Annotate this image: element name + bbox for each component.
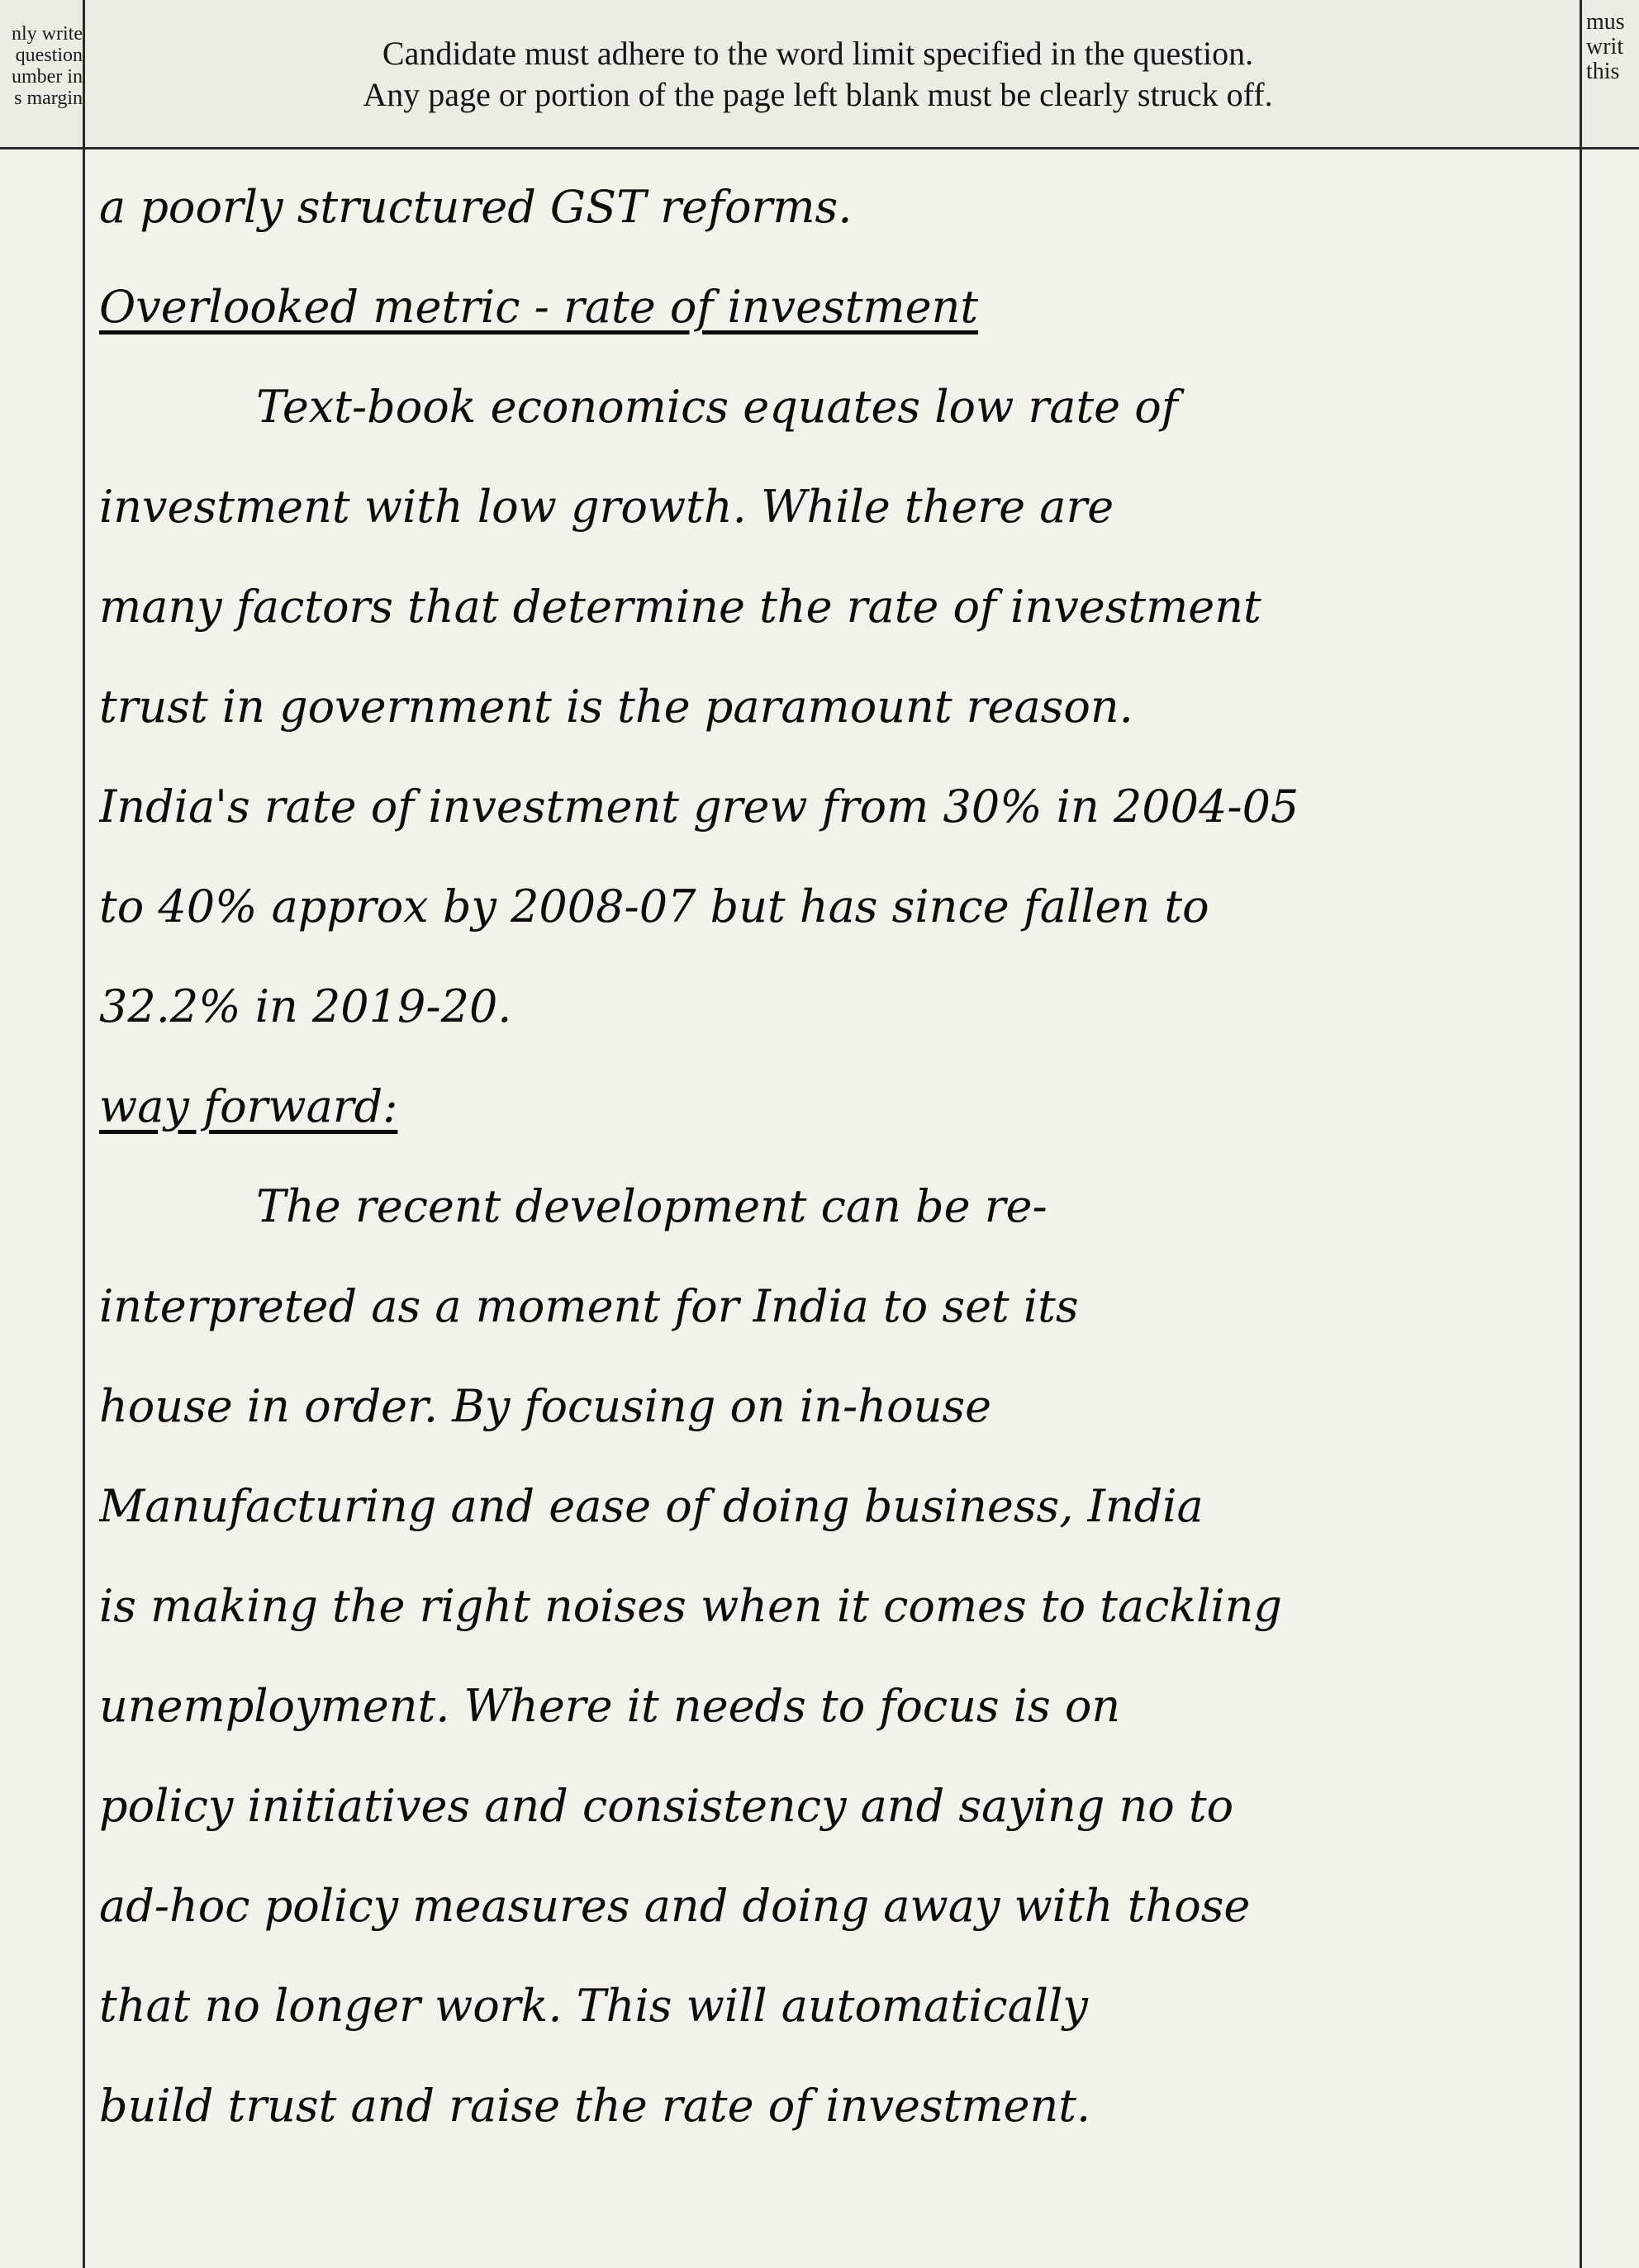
margin-note-line: this [1586, 59, 1620, 84]
answer-line: interpreted as a moment for India to set its [99, 1280, 1079, 1332]
instruction-line: Candidate must adhere to the word limit specified in the question. [382, 35, 1254, 72]
answer-line: India's rate of investment grew from 30% in 2004-05 [99, 781, 1299, 833]
answer-line: build trust and raise the rate of investment. [99, 2080, 1091, 2132]
margin-instruction-left [0, 23, 83, 109]
exam-instructions [281, 33, 1355, 116]
answer-line: is making the right noises when it comes to tackling [99, 1580, 1283, 1632]
margin-note-line: question [15, 45, 83, 66]
header-divider [0, 147, 1639, 149]
margin-note-line: umber in [12, 66, 83, 88]
answer-line: many factors that determine the rate of investment [99, 581, 1261, 633]
margin-note-line: s margin [14, 88, 83, 109]
margin-instruction-right [1586, 10, 1639, 84]
answer-line: policy initiatives and consistency and saying no to [99, 1780, 1234, 1832]
answer-line: 32.2% in 2019-20. [99, 980, 512, 1032]
answer-line: trust in government is the paramount reason. [99, 681, 1133, 733]
answer-line: investment with low growth. While there are [99, 481, 1114, 533]
section-heading: Overlooked metric - rate of investment [99, 281, 979, 333]
margin-note-line: writ [1586, 34, 1624, 59]
instruction-line: Any page or portion of the page left blank must be clearly struck off. [363, 76, 1273, 113]
answer-line: that no longer work. This will automatically [99, 1980, 1088, 2032]
right-margin-rule [1580, 0, 1582, 2268]
handwritten-answer [99, 157, 1553, 2156]
answer-line: house in order. By focusing on in-house [99, 1380, 992, 1432]
left-margin-rule [83, 0, 85, 2268]
margin-note-line: nly write [12, 23, 83, 45]
answer-line: a poorly structured GST reforms. [99, 181, 853, 233]
answer-line: Manufacturing and ease of doing business, India [99, 1480, 1204, 1532]
margin-note-line: mus [1586, 10, 1625, 35]
section-heading: way forward: [99, 1080, 398, 1132]
answer-line: unemployment. Where it needs to focus is on [99, 1680, 1121, 1732]
answer-line: The recent development can be re- [256, 1180, 1048, 1232]
answer-line: ad-hoc policy measures and doing away with those [99, 1880, 1251, 1932]
answer-line: to 40% approx by 2008-07 but has since fallen to [99, 880, 1209, 932]
answer-line: Text-book economics equates low rate of [256, 381, 1178, 433]
